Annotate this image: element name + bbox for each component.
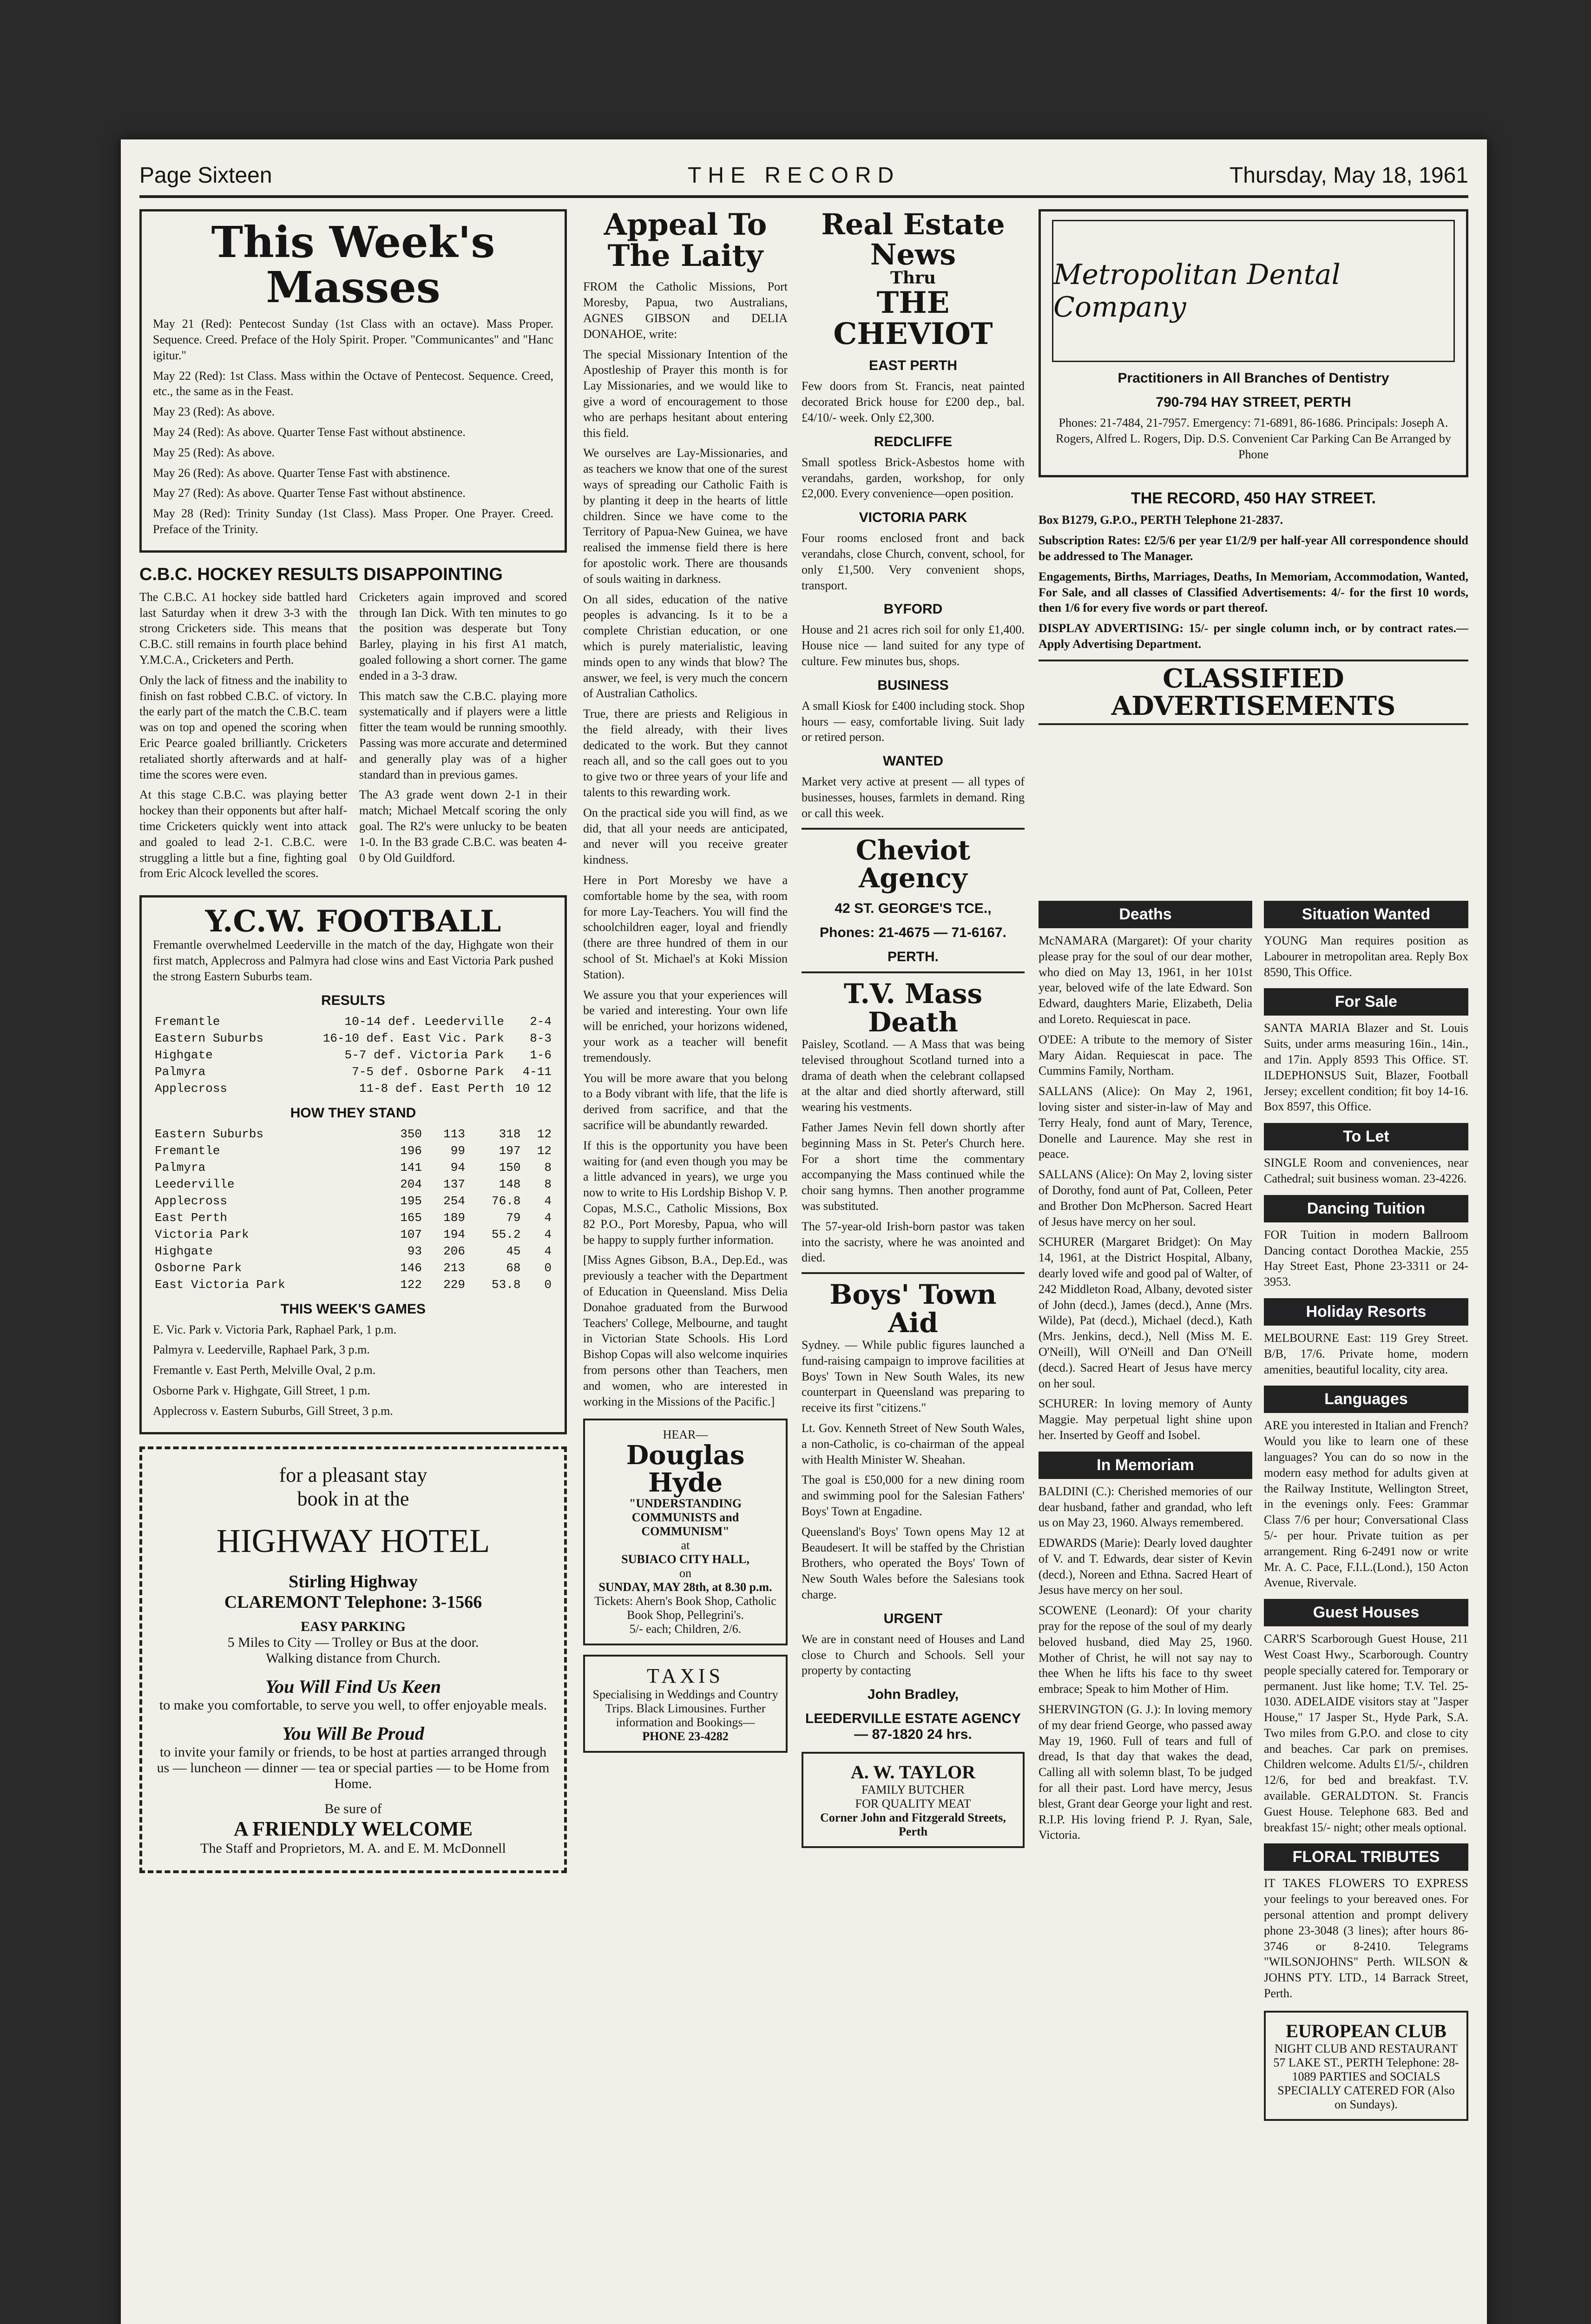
tv-paragraph: Father James Nevin fell down shortly after beginning Mass in St. Peter's Church here. For a short time the commentary accompanying the Mass continued while the choir sang hymns. Then another programme was substituted. — [802, 1121, 1025, 1213]
column-1 — [139, 209, 567, 1873]
table-cell: 189 — [443, 1210, 465, 1225]
hotel-phone: CLAREMONT Telephone: 3-1566 — [224, 1592, 482, 1612]
table-cell: 4 — [544, 1210, 552, 1225]
standing-row — [153, 1142, 553, 1159]
classified-heading: Guest Houses — [1264, 1599, 1468, 1626]
memoriam-notice: EDWARDS (Marie): Dearly loved daughter of V. and T. Edwards, dear sister of Kevin (decd.), Noreen and Ethna. Sacred Heart of Jesus have mercy on her soul. — [1039, 1536, 1252, 1597]
hyde-venue: SUBIACO CITY HALL, — [621, 1552, 749, 1566]
memoriam-notice: BALDINI (C.): Cherished memories of our dear husband, father and grandad, who left us on May 23, 1960. Always remembered. — [1039, 1484, 1252, 1530]
listing-text: Small spotless Brick-Asbestos home with verandahs, garden, workshop, for only £2,000. Every convenience—open position. — [802, 455, 1025, 501]
appeal-paragraph: We assure you that your experiences will be varied and interesting. Your own life will be enriched, your horizons widened, your work as a teacher will benefit tremendously. — [583, 988, 788, 1064]
table-cell: 350 — [400, 1127, 422, 1141]
taylor-trade: FAMILY BUTCHER — [861, 1783, 965, 1797]
hyde-on: on — [679, 1566, 691, 1580]
hotel-address: Stirling Highway — [289, 1571, 418, 1591]
memoriam-notice: SHERVINGTON (G. J.): In loving memory of my dear friend George, who passed away May 19, 1960. Full of tears and full of dread, Is that day that wakes the dead, Calling all with solemn blast, To be judged for all their past. Lord have mercy, Jesus blest, Grant dear George your light and rest. R.I.P. His loving friend P. J. Ryan, Sale, Victoria. — [1039, 1703, 1252, 1842]
classified-text: SANTA MARIA Blazer and St. Louis Suits, under arms measuring 16in., 14in., and 17in. Apply 8593 This Office. ST. ILDEPHONSUS Suit, Blazer, Football Jersey; excellent condition; fit boy 14-16. Box 8597, this Office. — [1264, 1021, 1468, 1114]
table-cell: Osborne Park — [155, 1261, 242, 1275]
table-cell: 150 — [499, 1160, 521, 1175]
hotel-staff: The Staff and Proprietors, M. A. and E. M. McDonnell — [200, 1840, 506, 1856]
record-subs: Subscription Rates: £2/5/6 per year £1/2/9 per half-year All correspondence should be addressed to The Manager. — [1039, 534, 1468, 563]
listing-text: Few doors from St. Francis, neat painted decorated Brick house for £200 dep., bal. £4/10/- week. Only £2,300. — [802, 379, 1025, 424]
deaths-heading: Deaths — [1039, 901, 1252, 928]
table-cell: 79 — [506, 1210, 521, 1225]
game-line: Osborne Park v. Highgate, Gill Street, 1 p.m. — [153, 1384, 370, 1398]
appeal-paragraph: FROM the Catholic Missions, Port Moresby, Papua, two Australians, AGNES GIBSON and DELIA DONAHOE, write: — [583, 280, 788, 341]
deaths-list — [1039, 933, 1252, 1443]
table-cell: 141 — [400, 1160, 422, 1175]
result-row — [153, 1030, 553, 1047]
hotel-welcome: A FRIENDLY WELCOME — [233, 1817, 473, 1840]
taxis-text: Specialising in Weddings and Country Trips. Black Limousines. Further information and Bookings— — [592, 1687, 778, 1729]
masses-line: May 22 (Red): 1st Class. Mass within the Octave of Pentecost. Sequence. Creed, etc., the same as in the Feast. — [153, 369, 553, 398]
taylor-ad — [802, 1752, 1025, 1848]
issue-date: Thursday, May 18, 1961 — [1229, 163, 1468, 188]
hockey-paragraph: Cricketers again improved and scored through Ian Dick. With ten minutes to go the position was desperate but Tony Barley, playing in his first A1 match, goaled following a short corner. The game ended in a 3-3 draw. — [359, 590, 567, 682]
club-text: NIGHT CLUB AND RESTAURANT 57 LAKE ST., PERTH Telephone: 28-1089 PARTIES and SOCIALS SPECIALLY CATERED FOR (Also on Sundays). — [1273, 2041, 1459, 2111]
table-cell: 195 — [400, 1194, 422, 1208]
urgent-name: John Bradley, — [867, 1687, 959, 1703]
hyde-topic: "UNDERSTANDING COMMUNISTS and COMMUNISM" — [629, 1496, 742, 1538]
masses-box — [139, 209, 567, 553]
table-cell: Highgate — [155, 1048, 213, 1062]
standing-row — [153, 1276, 553, 1293]
hotel-sure: Be sure of — [324, 1801, 382, 1816]
classified-text: IT TAKES FLOWERS TO EXPRESS your feelings to your bereaved ones. For personal attention and prompt delivery phone 23-3048 (3 lines); after hours 86-3746 or 8-2410. Telegrams "WILSONJOHNS" Perth. WILSON & JOHNS PTY. LTD., 14 Barrack Street, Perth. — [1264, 1876, 1468, 2000]
result-row — [153, 1047, 553, 1063]
dental-address: 790-794 HAY STREET, PERTH — [1156, 395, 1351, 410]
standing-row — [153, 1260, 553, 1276]
memoriam-list — [1039, 1484, 1252, 1843]
table-cell: Victoria Park — [155, 1227, 249, 1241]
table-cell: 94 — [450, 1160, 465, 1175]
listing-heading: VICTORIA PARK — [859, 510, 967, 526]
table-cell: 2-4 — [530, 1014, 552, 1029]
classified-text: ARE you interested in Italian and French? Would you like to learn one of these languages? You can do so now in the modern easy method for adults given at the Railway Institute, Wellington Street, in the evenings only. Fees: Grammar Class 7/6 per hour; Conversational Class 5/- per hour. Private tuition as per arrangement. Ring 6-2491 now or write Mr. A. C. Pace, F.I.L.(Lond.), 150 Acton Avenue, Rivervale. — [1264, 1419, 1468, 1590]
column-5 — [1264, 892, 1468, 2130]
classified-text: CARR'S Scarborough Guest House, 211 West Coast Hwy., Scarborough. Country people specially catered for. Temporary or permanent. Just like home; T.V. Tel. 25-1030. ADELAIDE visitors stay at "Jasper House," 17 Jasper St., Hyde Park, S.A. Two miles from G.P.O. and close to city and beaches. Car park on premises. Children welcome. Adults £1/5/-, children 12/6, for bed and breakfast. T.V. available. GERALDTON. St. Francis Guest House. Telephone 683. Bed and breakfast 15/- night; other meals optional. — [1264, 1632, 1468, 1834]
realestate-listings — [802, 358, 1025, 821]
realestate-thru: Thru — [890, 268, 936, 288]
hotel-ad — [139, 1446, 567, 1873]
standings-heading: HOW THEY STAND — [290, 1105, 416, 1121]
table-cell: 194 — [443, 1227, 465, 1241]
classifieds-right — [1264, 901, 1468, 2001]
tv-paragraph: The 57-year-old Irish-born pastor was taken into the sacristy, where he was anointed and died. — [802, 1219, 1025, 1265]
hotel-tagline-2: book in at the — [297, 1487, 409, 1510]
table-cell: 146 — [400, 1261, 422, 1275]
standing-row — [153, 1159, 553, 1176]
tv-article — [802, 1037, 1025, 1266]
divider — [802, 1272, 1025, 1274]
table-cell: 0 — [544, 1277, 552, 1292]
classified-heading: To Let — [1264, 1123, 1468, 1150]
classified-text: FOR Tuition in modern Ballroom Dancing contact Dorothea Mackie, 255 Hay Street East, Phone 23-3311 or 24-3953. — [1264, 1228, 1468, 1289]
standing-row — [153, 1126, 553, 1142]
standing-row — [153, 1176, 553, 1193]
result-row — [153, 1080, 553, 1097]
realestate-title: Real Estate News — [821, 209, 1005, 272]
column-4 — [1039, 892, 1252, 1848]
game-line: E. Vic. Park v. Victoria Park, Raphael Park, 1 p.m. — [153, 1322, 397, 1336]
death-notice: McNAMARA (Margaret): Of your charity please pray for the soul of our dear mother, who died on May 13, 1961, in her 101st year, beloved wife of the late Edward. Son Edward, daughters Marie, Elizabeth, Delia and Loreto. Requiescat in pace. — [1039, 934, 1252, 1026]
record-display: DISPLAY ADVERTISING: 15/- per single column inch, or by contract rates.—Apply Advertising Department. — [1039, 621, 1468, 651]
classified-heading: Languages — [1264, 1386, 1468, 1413]
hyde-price: 5/- each; Children, 2/6. — [629, 1622, 742, 1636]
boys-paragraph: Queensland's Boys' Town opens May 12 at Beaudesert. It will be staffed by the Christian Brothers, who operated the Boys' Town of New South Wales before the Salesians took charge. — [802, 1525, 1025, 1601]
table-cell: East Victoria Park — [155, 1277, 285, 1292]
hyde-ad — [583, 1419, 788, 1645]
hotel-distance: 5 Miles to City — Trolley or Bus at the door. — [227, 1634, 479, 1650]
table-cell: 45 — [506, 1244, 521, 1258]
record-address: THE RECORD, 450 HAY STREET. — [1131, 489, 1376, 508]
games-heading: THIS WEEK'S GAMES — [280, 1301, 426, 1317]
death-notice: SALLANS (Alice): On May 2, loving sister of Dorothy, fond aunt of Pat, Colleen, Peter and Brother Don McPherson. Sacred Heart of Jesus have mercy on her soul. — [1039, 1168, 1252, 1228]
table-cell: 8-3 — [530, 1031, 552, 1045]
hyde-at: at — [681, 1538, 690, 1552]
classified-heading: Situation Wanted — [1264, 901, 1468, 928]
hotel-heading-1: You Will Find Us Keen — [265, 1676, 441, 1697]
table-cell: 10 12 — [515, 1081, 552, 1096]
hockey-paragraph: The A3 grade went down 2-1 in their match; Michael Metcalf scoring the only goal. The R2's were unlucky to be beaten 1-0. In the B3 grade C.B.C. was beaten 4-0 by Old Guildford. — [359, 788, 567, 865]
ycw-title: Y.C.W. FOOTBALL — [205, 904, 501, 939]
masses-line: May 21 (Red): Pentecost Sunday (1st Class with an octave). Mass Proper. Sequence. Creed. Preface of the Holy Spirit. Proper. "Communicantes" and "Hanc igitur." — [153, 317, 553, 362]
death-notice: SCHURER (Margaret Bridget): On May 14, 1961, at the District Hospital, Albany, dearly loved wife and good pal of Walter, of 242 Middleton Road, Albany, devoted sister of John (decd.), James (decd.), Anne (Mrs. Wilde), Pat (decd.), Michael (decd.), Kath (Mrs. Jenkins, decd.), Nell (Miss M. E. O'Neill), Will O'Neill and Dan O'Neill (decd.). Sacred Heart of Jesus have mercy on her soul. — [1039, 1235, 1252, 1390]
taxis-ad — [583, 1655, 788, 1753]
club-ad — [1264, 2011, 1468, 2121]
taylor-name: A. W. TAYLOR — [850, 1762, 976, 1783]
appeal-article — [583, 279, 788, 1409]
results-table — [153, 1013, 553, 1097]
classified-heading: FLORAL TRIBUTES — [1264, 1843, 1468, 1871]
dental-ad — [1039, 209, 1468, 477]
boys-paragraph: Lt. Gov. Kenneth Street of New South Wales, a non-Catholic, is co-chairman of the appeal with Health Minister W. Sheahan. — [802, 1421, 1025, 1466]
table-cell: Leederville — [155, 1177, 235, 1191]
table-cell: 99 — [450, 1143, 465, 1158]
boys-article — [802, 1337, 1025, 1603]
dental-line: Practitioners in All Branches of Dentistry — [1118, 370, 1389, 386]
table-cell: 1-6 — [530, 1048, 552, 1062]
table-cell: 53.8 — [492, 1277, 521, 1292]
hotel-text-1: to make you comfortable, to serve you well, to offer enjoyable meals. — [159, 1697, 547, 1713]
table-cell: 113 — [443, 1127, 465, 1141]
table-cell: Fremantle — [155, 1014, 220, 1029]
top-right — [1039, 209, 1468, 733]
table-cell: 0 — [544, 1261, 552, 1275]
hyde-date: SUNDAY, MAY 28th, at 8.30 p.m. — [598, 1580, 772, 1594]
ycw-intro: Fremantle overwhelmed Leederville in the match of the day, Highgate won their first match, Applecross and Palmyra had close wins and East Victoria Park pushed the strong Eastern Suburbs team. — [153, 938, 553, 983]
table-cell: 68 — [506, 1261, 521, 1275]
standings-table — [153, 1126, 553, 1293]
table-cell: East Perth — [155, 1210, 228, 1225]
page-header — [139, 158, 1468, 198]
table-cell: 4-11 — [522, 1064, 552, 1079]
agency-phone: Phones: 21-4675 — 71-6167. — [820, 925, 1006, 941]
table-cell: Palmyra — [155, 1160, 206, 1175]
hockey-paragraph: Only the lack of fitness and the inability to finish on fast robbed C.B.C. of victory. In the early part of the match the C.B.C. team was on top and opened the scoring when Eric Pearce goaled brilliantly. Cricketers retaliated shortly afterwards and at half-time the scores were even. — [139, 673, 347, 781]
listing-text: Market very active at present — all types of businesses, houses, farmlets in demand. Ring or call this week. — [802, 775, 1025, 820]
tv-title: T.V. Mass Death — [843, 978, 983, 1038]
appeal-title: Appeal To The Laity — [604, 209, 767, 274]
appeal-paragraph: [Miss Agnes Gibson, B.A., Dep.Ed., was previously a teacher with the Department of Education in Queensland. Miss Delia Donahoe graduated from the Burwood Teachers' College, Melbourne, and taught in Victorian State Schools. His Lord Bishop Copas will also welcome inquiries from persons other than Teachers, men and women, who are interested in working in the Missions of the Pacific.] — [583, 1253, 788, 1408]
table-cell: 148 — [499, 1177, 521, 1191]
table-cell: 165 — [400, 1210, 422, 1225]
agency-name: Cheviot Agency — [855, 834, 971, 894]
table-cell: 122 — [400, 1277, 422, 1292]
urgent-agency: LEEDERVILLE ESTATE AGENCY — 87-1820 24 hrs. — [805, 1711, 1021, 1743]
listing-heading: WANTED — [883, 753, 943, 769]
table-cell: 254 — [443, 1194, 465, 1208]
standing-row — [153, 1243, 553, 1260]
listing-text: A small Kiosk for £400 including stock. Shop hours — easy, comfortable living. Suit lady or retired person. — [802, 699, 1025, 744]
memoriam-heading: In Memoriam — [1039, 1452, 1252, 1479]
tv-paragraph: Paisley, Scotland. — A Mass that was being televised throughout Scotland turned into a drama of death when the celebrant collapsed at the altar and died shortly afterward, still wearing his vestments. — [802, 1037, 1025, 1114]
hotel-text-2: to invite your family or friends, to be host at parties arranged through us — luncheon — dinner — tea or special parties — to be Home from Home. — [157, 1744, 550, 1791]
table-cell: 204 — [400, 1177, 422, 1191]
table-cell: 76.8 — [492, 1194, 521, 1208]
table-cell: 206 — [443, 1244, 465, 1258]
page-number: Page Sixteen — [139, 163, 272, 188]
table-cell: Eastern Suburbs — [155, 1031, 264, 1045]
urgent-title: URGENT — [883, 1611, 943, 1626]
appeal-paragraph: If this is the opportunity you have been waiting for (and even though you may be a little advanced in years), we urge you now to write to His Lordship Bishop V. P. Copas, M.S.C., Catholic Missions, Box 82 P.O., Port Moresby, Papua, who will be happy to supply further information. — [583, 1138, 788, 1247]
column-2 — [583, 209, 788, 1762]
table-cell: 5-7 def. Victoria Park — [344, 1048, 504, 1062]
table-cell: 4 — [544, 1227, 552, 1241]
listing-heading: BUSINESS — [877, 677, 949, 693]
masses-line: May 25 (Red): As above. — [153, 445, 275, 459]
masses-list — [153, 316, 553, 537]
newspaper-page — [121, 139, 1487, 2324]
masses-title: This Week's Masses — [211, 217, 495, 312]
table-cell: 16-10 def. East Vic. Park — [322, 1031, 504, 1045]
game-line: Palmyra v. Leederville, Raphael Park, 3 p.m. — [153, 1343, 370, 1357]
result-row — [153, 1063, 553, 1080]
table-cell: 8 — [544, 1160, 552, 1175]
dental-phones: Phones: 21-7484, 21-7957. Emergency: 71-6891, 86-1686. Principals: Joseph A. Rogers, Alfred L. Rogers, Dip. D.S. Convenient Car Parking Can Be Arranged by Phone — [1056, 416, 1451, 461]
ycw-box — [139, 895, 567, 1434]
hyde-hear: HEAR— — [663, 1428, 708, 1442]
table-cell: 4 — [544, 1244, 552, 1258]
hyde-name: Douglas Hyde — [626, 1440, 745, 1499]
masses-line: May 26 (Red): As above. Quarter Tense Fast with abstinence. — [153, 466, 450, 480]
table-cell: 12 — [537, 1143, 552, 1158]
hotel-parking: EASY PARKING — [301, 1618, 406, 1634]
game-line: Fremantle v. East Perth, Melville Oval, 2 p.m. — [153, 1363, 376, 1377]
hockey-paragraph: The C.B.C. A1 hockey side battled hard last Saturday when it drew 3-3 with the strong Cricketers side. This means that C.B.C. still remains in fourth place behind Y.M.C.A., Cricketers and Perth. — [139, 590, 347, 667]
classified-text: SINGLE Room and conveniences, near Cathedral; suit business woman. 23-4226. — [1264, 1156, 1468, 1185]
record-box: Box B1279, G.P.O., PERTH Telephone 21-2837. — [1039, 513, 1283, 527]
column-3 — [802, 209, 1025, 1857]
taylor-address: Corner John and Fitzgerald Streets, Perth — [820, 1811, 1006, 1839]
games-list — [153, 1322, 553, 1419]
table-cell: 229 — [443, 1277, 465, 1292]
hockey-article — [139, 589, 567, 881]
standing-row — [153, 1226, 553, 1243]
table-cell: 10-14 def. Leederville — [344, 1014, 504, 1029]
table-cell: 107 — [400, 1227, 422, 1241]
agency-address: 42 ST. GEORGE'S TCE., — [835, 901, 992, 917]
classified-title: CLASSIFIED ADVERTISEMENTS — [1039, 660, 1468, 726]
agency-city: PERTH. — [887, 949, 939, 965]
table-cell: Fremantle — [155, 1143, 220, 1158]
masses-line: May 24 (Red): As above. Quarter Tense Fast without abstinence. — [153, 425, 466, 439]
listing-text: Four rooms enclosed front and back verandahs, close Church, convent, school, for only £1,500. Very convenient shops, transport. — [802, 531, 1025, 592]
table-cell: 213 — [443, 1261, 465, 1275]
listing-heading: REDCLIFFE — [874, 434, 953, 449]
table-cell: 12 — [537, 1127, 552, 1141]
appeal-paragraph: We ourselves are Lay-Missionaries, and as teachers we know that one of the surest ways of spreading our Catholic Faith is by planting it deep in the hearts of little children. Since we have come to the Territory of Papua-New Guinea, we have realised the immense field there is here for apostolic work. There are thousands of souls waiting in darkness. — [583, 446, 788, 586]
hockey-title: C.B.C. HOCKEY RESULTS DISAPPOINTING — [139, 564, 503, 584]
dental-logo: Metropolitan Dental Company — [1052, 220, 1455, 362]
record-engagements: Engagements, Births, Marriages, Deaths, In Memoriam, Accommodation, Wanted, For Sale, and all classes of Classified Advertisements: 4/- for the first 10 words, then 1/6 for every five words or part thereof. — [1039, 569, 1468, 615]
masses-line: May 23 (Red): As above. — [153, 405, 275, 419]
appeal-paragraph: On the practical side you will find, as we did, that all your needs are anticipated, and never will you receive greater kindness. — [583, 805, 788, 867]
urgent-text: We are in constant need of Houses and Land close to Church and Schools. Sell your property by contacting — [802, 1632, 1025, 1677]
table-cell: 11-8 def. East Perth — [359, 1081, 504, 1096]
death-notice: O'DEE: A tribute to the memory of Sister Mary Aidan. Requiescat in pace. The Cummins Family, Northam. — [1039, 1032, 1252, 1078]
hotel-name: HIGHWAY HOTEL — [216, 1522, 490, 1559]
classified-heading: For Sale — [1264, 988, 1468, 1016]
table-cell: 93 — [407, 1244, 422, 1258]
table-cell: 55.2 — [492, 1227, 521, 1241]
death-notice: SCHURER: In loving memory of Aunty Maggie. May perpetual light shine upon her. Inserted by Geoff and Isobel. — [1039, 1397, 1252, 1442]
appeal-paragraph: Here in Port Moresby we have a comfortable home by the sea, with room for more Lay-Teachers. You will find the schoolchildren eager, loyal and friendly (there are three hundred of them in our school of St. Michael's at Koki Mission Station). — [583, 873, 788, 981]
listing-heading: EAST PERTH — [868, 358, 958, 374]
boys-title: Boys' Town Aid — [829, 1279, 997, 1339]
table-cell: Highgate — [155, 1244, 213, 1258]
hotel-walk: Walking distance from Church. — [266, 1650, 440, 1666]
hotel-tagline-1: for a pleasant stay — [279, 1463, 427, 1486]
masses-line: May 28 (Red): Trinity Sunday (1st Class). Mass Proper. One Prayer. Creed. Preface of the Trinity. — [153, 507, 553, 536]
appeal-paragraph: The special Missionary Intention of the Apostleship of Prayer this month is for Lay Missionaries, and we would like to give a word of encouragement to those who are perhaps hesitant about entering this field. — [583, 347, 788, 440]
divider — [802, 828, 1025, 830]
boys-paragraph: The goal is £50,000 for a new dining room and swimming pool for the Salesian Fathers' Boys' Town at Engadine. — [802, 1473, 1025, 1518]
death-notice: SALLANS (Alice): On May 2, 1961, loving sister and sister-in-law of May and Terry Healy, fond aunt of Mary, Terence, Donelle and Laurence. May she rest in peace. — [1039, 1084, 1252, 1161]
taxis-phone: PHONE 23-4282 — [642, 1729, 729, 1743]
appeal-paragraph: True, there are priests and Religious in the field already, with their lives dedicated to the work. But they cannot reach all, and so the call goes out to you to give two or three years of your life and talents to this rewarding work. — [583, 707, 788, 799]
memoriam-notice: SCOWENE (Leonard): Of your charity pray for the repose of the soul of my dearly beloved husband, died May 25, 1960. Mother of Christ, he will not say nay to thee When he lifts his face to thy sweet embrace; Speak to him Mother of Him. — [1039, 1604, 1252, 1696]
realestate-agent: THE CHEVIOT — [833, 285, 993, 352]
table-cell: Applecross — [155, 1194, 228, 1208]
result-row — [153, 1013, 553, 1030]
table-cell: Palmyra — [155, 1064, 206, 1079]
appeal-paragraph: You will be more aware that you belong to a Body vibrant with life, that the life is derived from sacrifice, and that the sacrifice will be abundantly rewarded. — [583, 1071, 788, 1132]
masses-line: May 27 (Red): As above. Quarter Tense Fast without abstinence. — [153, 486, 466, 500]
table-cell: 196 — [400, 1143, 422, 1158]
boys-paragraph: Sydney. — While public figures launched a fund-raising campaign to improve facilities at Boys' Town in New South Wales, its new counterpart in Queensland was preparing to receive its first "citizens." — [802, 1338, 1025, 1415]
hockey-paragraph: At this stage C.B.C. was playing better hockey than their opponents but after half-time Cricketers quickly went into attack and goaled to lead 2-1. C.B.C. were struggling a little but a fine, fighting goal from Eric Alcock levelled the scores. — [139, 788, 347, 880]
hockey-paragraph: This match saw the C.B.C. playing more systematically and if players were a little fitter the team would be running smoothly. Passing was more accurate and determined and generally play was of a higher standard than in previous games. — [359, 689, 567, 781]
table-cell: 4 — [544, 1194, 552, 1208]
table-cell: Applecross — [155, 1081, 228, 1096]
taxis-title: TAXIS — [646, 1664, 724, 1687]
results-heading: RESULTS — [321, 992, 385, 1008]
table-cell: 137 — [443, 1177, 465, 1191]
table-cell: 7-5 def. Osborne Park — [352, 1064, 504, 1079]
table-cell: 197 — [499, 1143, 521, 1158]
game-line: Applecross v. Eastern Suburbs, Gill Street, 3 p.m. — [153, 1404, 393, 1418]
classified-heading: Holiday Resorts — [1264, 1298, 1468, 1326]
table-cell: 8 — [544, 1177, 552, 1191]
divider — [802, 971, 1025, 973]
listing-text: House and 21 acres rich soil for only £1,400. House nice — land suited for any type of culture. Few minutes bus, shops. — [802, 623, 1025, 668]
standing-row — [153, 1193, 553, 1209]
club-name: EUROPEAN CLUB — [1286, 2020, 1446, 2041]
table-cell: Eastern Suburbs — [155, 1127, 264, 1141]
classified-text: MELBOURNE East: 119 Grey Street. B/B, 17/6. Private home, modern amenities, beautiful locality, city area. — [1264, 1331, 1468, 1376]
paper-name: THE RECORD — [688, 163, 901, 188]
listing-heading: BYFORD — [883, 601, 943, 617]
hotel-heading-2: You Will Be Proud — [282, 1723, 424, 1744]
table-cell: 318 — [499, 1127, 521, 1141]
classified-heading: Dancing Tuition — [1264, 1195, 1468, 1222]
appeal-paragraph: On all sides, education of the native peoples is advancing. Is it to be a complete Christian education, or one which is purely materialistic, leaving minds open to any winds that blow? The answer, we feel, is very much the concern of Australian Catholics. — [583, 592, 788, 700]
standing-row — [153, 1209, 553, 1226]
taylor-quality: FOR QUALITY MEAT — [855, 1797, 971, 1811]
hyde-tickets: Tickets: Ahern's Book Shop, Catholic Book Shop, Pellegrini's. — [594, 1594, 776, 1622]
classified-text: YOUNG Man requires position as Labourer in metropolitan area. Reply Box 8590, This Office. — [1264, 934, 1468, 979]
